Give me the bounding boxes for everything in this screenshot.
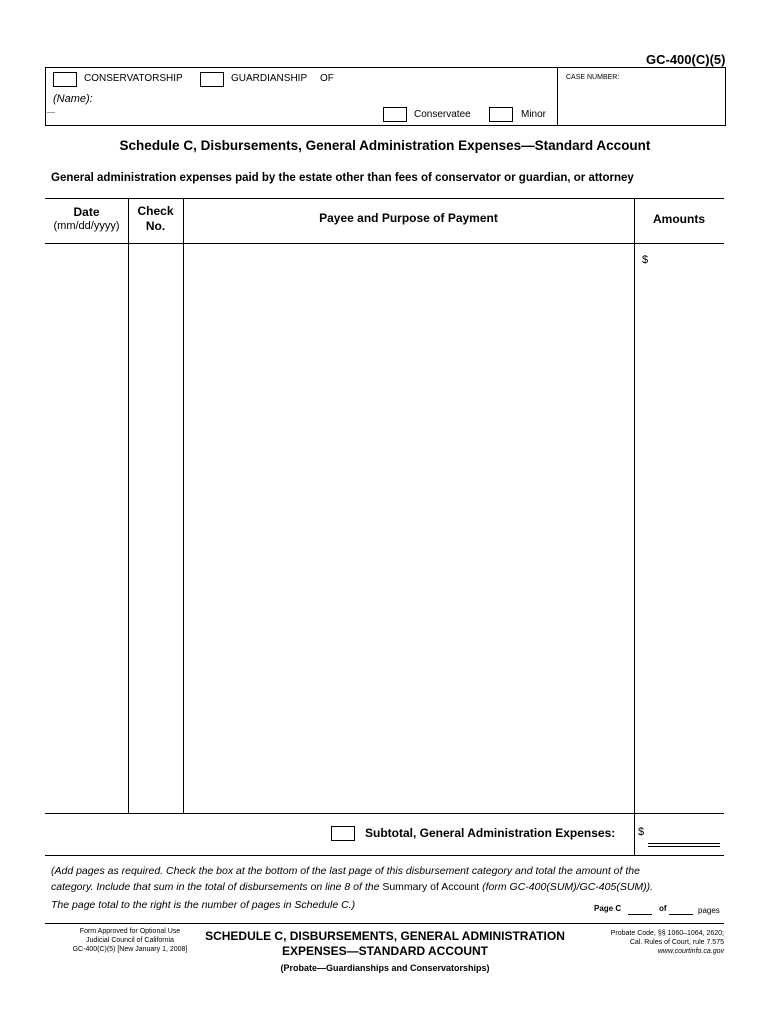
instructions-line2-a: category. Include that sum in the total of disbursements on line 8 of the [51,881,383,893]
name-field[interactable] [110,92,550,106]
schedule-title: Schedule C, Disbursements, General Administration Expenses—Standard Account [119,138,651,153]
page-number-field[interactable] [628,902,652,914]
guardianship-label: GUARDIANSHIP [231,73,308,84]
payee-column-field[interactable] [184,244,634,813]
footer-website-link[interactable]: www.courtinfo.ca.gov [657,948,724,955]
footer-judicial-council: Judicial Council of California [86,937,174,944]
instructions-line3: The page total to the right is the number of pages in Schedule C.) [51,899,356,911]
subtotal-checkbox[interactable] [331,826,355,841]
col-header-date-sub: (mm/dd/yyyy) [53,220,120,232]
col-header-date: Date [73,205,100,219]
guardianship-checkbox[interactable] [200,72,224,87]
instructions-line2-b: Summary of Account [382,881,480,893]
footer-rules-of-court: Cal. Rules of Court, rule 7.575 [629,939,724,946]
caption-divider [557,67,558,125]
conservatee-checkbox[interactable] [383,107,407,122]
col-header-amounts: Amounts [653,212,705,226]
subtotal-currency-symbol: $ [638,826,645,838]
table-body-bottom-border [45,813,724,814]
pages-label: pages [698,906,720,915]
footer-divider [45,923,724,924]
footer-title-line2: EXPENSES—STANDARD ACCOUNT [281,944,488,958]
col-header-check-sub: No. [145,219,166,233]
total-pages-line [669,914,693,915]
amounts-col-divider [634,198,635,855]
col-header-payee: Payee and Purpose of Payment [319,211,498,225]
amount-currency-symbol: $ [642,254,649,266]
subtotal-label: Subtotal, General Administration Expenses: [365,826,616,840]
total-pages-field[interactable] [669,902,693,914]
instructions-line1: (Add pages as required. Check the box at the bottom of the last page of this disbursement category and total the amount of the [51,865,640,877]
table-bottom-border [45,855,724,856]
page-label: Page C [594,904,622,913]
footer-form-revision: GC-400(C)(5) [New January 1, 2008] [72,946,188,953]
minor-label: Minor [521,109,547,120]
minor-checkbox[interactable] [489,107,513,122]
schedule-subtitle: General administration expenses paid by the estate other than fees of conservator or guardian, or attorney [51,172,634,184]
subtotal-underline-1 [648,843,720,844]
conservatee-label: Conservatee [414,109,471,120]
footer-title-line1: SCHEDULE C, DISBURSEMENTS, GENERAL ADMINISTRATION [205,929,565,943]
table-top-border [45,198,724,199]
form-id: GC-400(C)(5) [646,52,726,67]
instructions-line2 [51,881,653,893]
conservatorship-label: CONSERVATORSHIP [84,73,183,84]
name-label: (Name): [53,93,93,105]
subtotal-underline-2 [648,846,720,847]
case-number-field[interactable] [562,86,720,120]
footer-form-approved: Form Approved for Optional Use [79,928,181,935]
instructions-line2-c: (form GC-400(SUM)/GC-405(SUM)). [479,881,654,893]
name-field-marker: ---- [47,110,55,116]
page-number-line [628,914,652,915]
check-column-field[interactable] [129,244,183,813]
amounts-column-field[interactable] [650,250,722,810]
date-column-field[interactable] [46,244,128,813]
subtotal-amount-field[interactable] [650,822,720,842]
page-of-label: of [659,904,667,913]
of-label: OF [320,73,334,84]
col-header-check: Check [137,204,174,218]
footer-probate-code: Probate Code, §§ 1060–1064, 2620; [610,930,724,937]
case-number-label: CASE NUMBER: [566,74,620,81]
footer-title-line3: (Probate—Guardianships and Conservatorships) [280,963,490,973]
conservatorship-checkbox[interactable] [53,72,77,87]
